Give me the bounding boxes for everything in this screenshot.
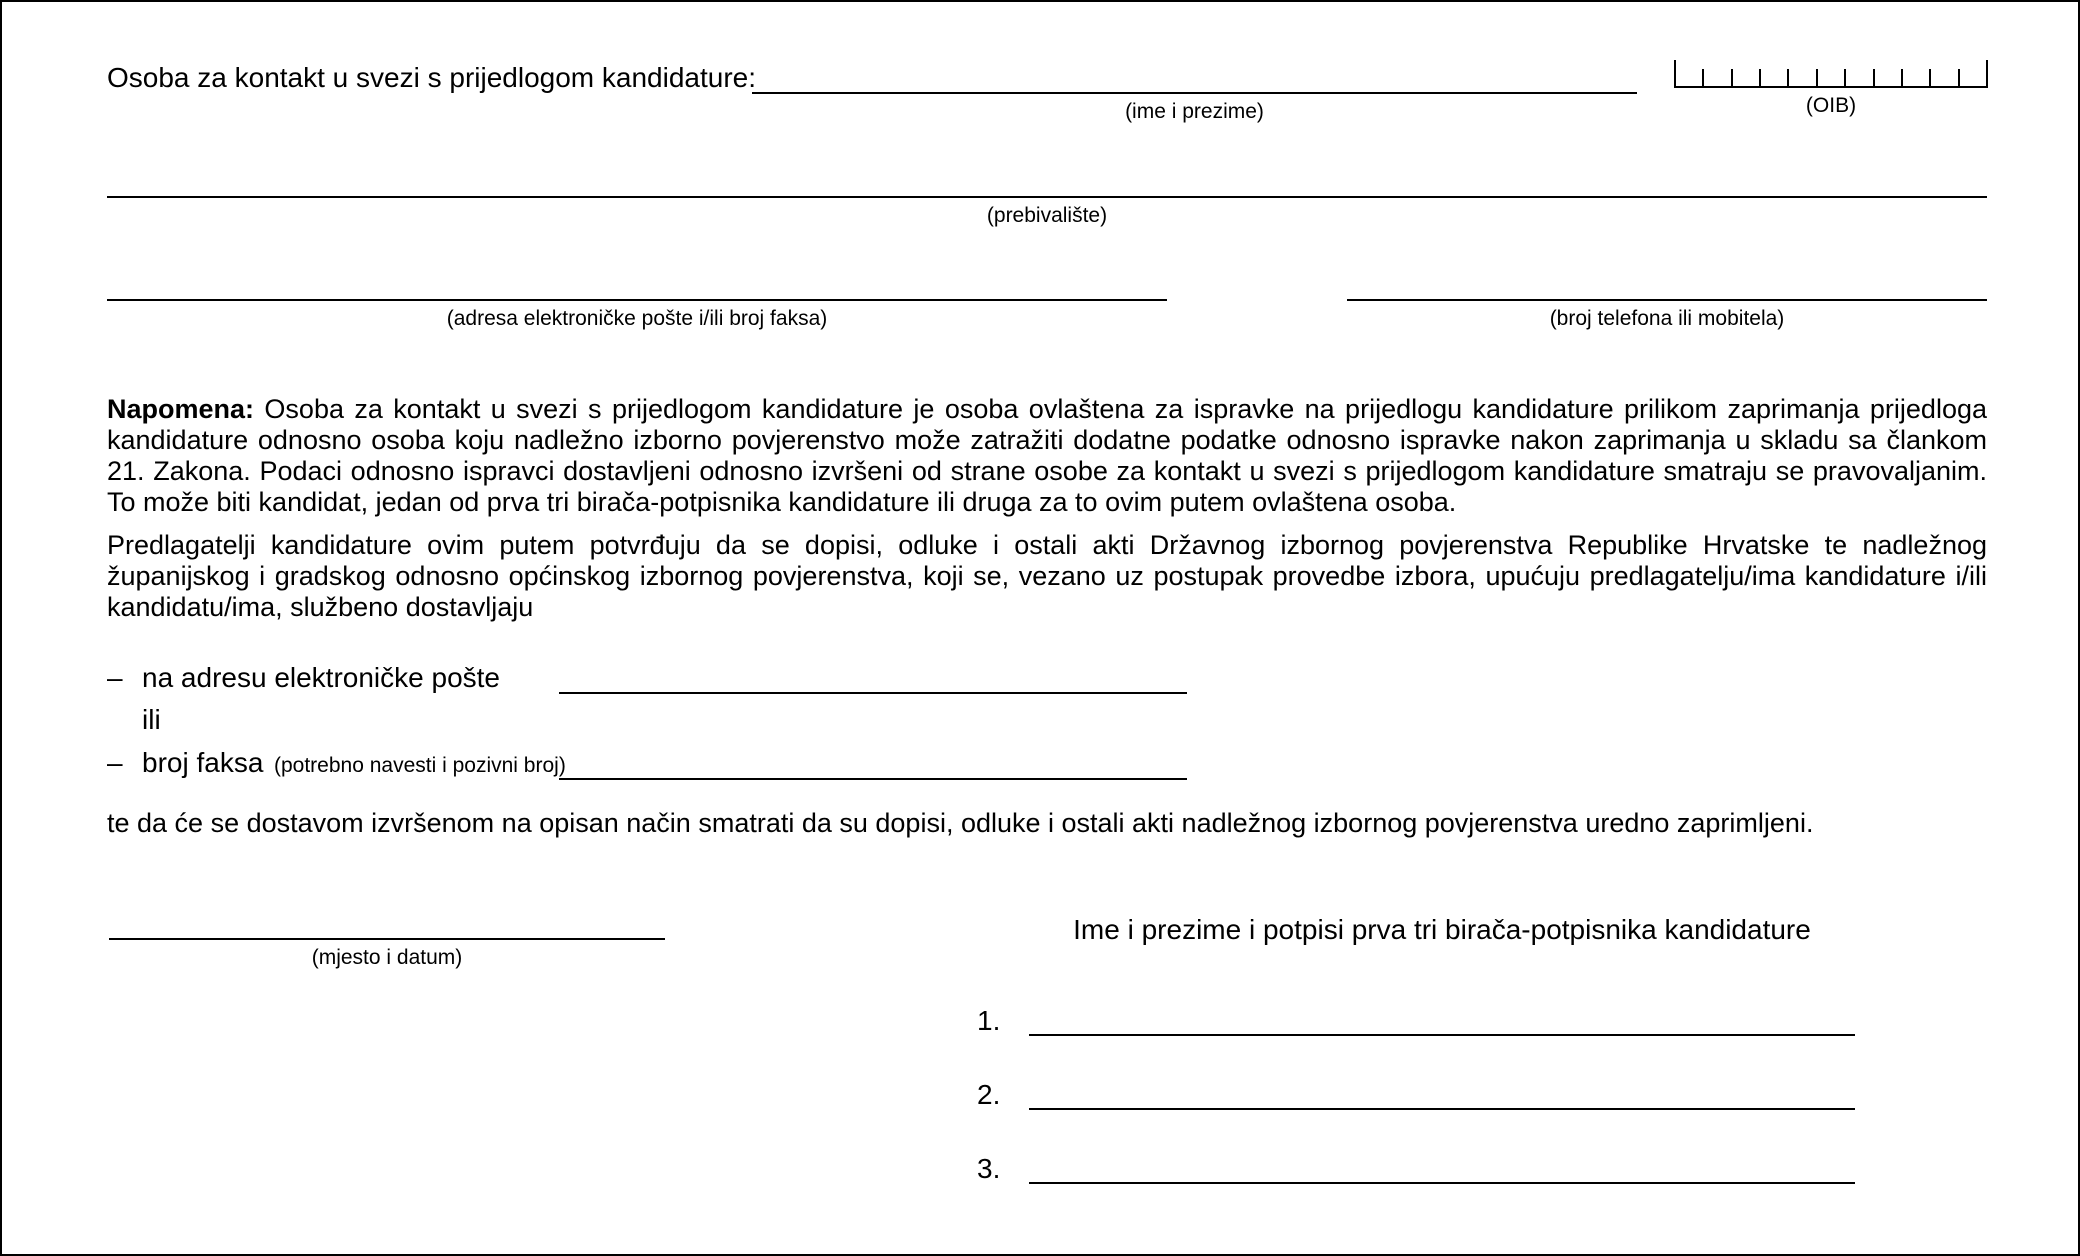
confirmation-paragraph: Predlagatelji kandidature ovim putem potvrđuju da se dopisi, odluke i ostali akti Državnog izbornog povjerenstva Republike Hrvatske te nadležnog županijskog i gradskog odnosno općinskog izbornog povjerenstva, koji se, vezano uz postupak provedbe izbora, upućuju predlagatelju/ima kandidature i/ili kandidatu/ima, službeno dostavljaju (107, 530, 1987, 622)
place-date-field[interactable] (109, 906, 665, 940)
signature-line-1[interactable] (1029, 998, 1855, 1036)
signature-row (977, 1146, 1855, 1184)
signature-number: 1. (977, 1005, 1001, 1036)
residence-caption: (prebivalište) (986, 204, 1108, 227)
oib-cell[interactable] (1875, 69, 1903, 86)
fax-dash-bullet: – (107, 747, 123, 778)
oib-cell[interactable] (1733, 69, 1761, 86)
oib-cell[interactable] (1704, 69, 1732, 86)
note-label: Napomena: (107, 394, 255, 424)
signature-row (977, 1072, 1855, 1110)
note-text: Osoba za kontakt u svezi s prijedlogom kandidature je osoba ovlaštena za ispravke na prijedlogu kandidature prilikom zaprimanja prijedloga kandidature odnosno osoba koju nadležno izborno povjerenstvo može zatražiti dodatne podatke odnosno ispravke nakon zaprimanja u skladu sa člankom 21. Zakona. Podaci odnosno ispravci dostavljeni odnosno izvršeni od strane osobe za kontakt u svezi s prijedlogom kandidature smatraju se pravovaljanim. To može biti kandidat, jedan od prva tri birača-potpisnika kandidature ili druga za to ovim putem ovlaštena osoba. (107, 394, 1987, 517)
signature-line-2[interactable] (1029, 1072, 1855, 1110)
signature-line-3[interactable] (1029, 1146, 1855, 1184)
oib-cell[interactable] (1960, 69, 1986, 86)
phone-field[interactable] (1347, 267, 1987, 301)
fax-option-note: (potrebno navesti i pozivni broj) (274, 754, 566, 777)
email-fax-caption: (adresa elektroničke pošte i/ili broj faksa) (446, 307, 828, 330)
oib-cell[interactable] (1789, 69, 1817, 86)
fax-option-label: broj faksa (142, 747, 264, 778)
oib-cell[interactable] (1846, 69, 1874, 86)
contact-label: Osoba za kontakt u svezi s prijedlogom kandidature: (107, 62, 757, 93)
or-label: ili (142, 704, 161, 735)
phone-caption: (broj telefona ili mobitela) (1549, 307, 1785, 330)
signatures-heading: Ime i prezime i potpisi prva tri birača-potpisnika kandidature (1073, 914, 1811, 945)
note-paragraph (107, 394, 1987, 518)
oib-cell[interactable] (1931, 69, 1959, 86)
fax-number-field[interactable] (559, 746, 1187, 780)
signature-number: 3. (977, 1153, 1001, 1184)
closing-paragraph: te da će se dostavom izvršenom na opisan način smatrati da su dopisi, odluke i ostali akti nadležnog izbornog povjerenstva uredno zaprimljeni. (107, 808, 1814, 838)
oib-cell[interactable] (1903, 69, 1931, 86)
place-date-caption: (mjesto i datum) (311, 946, 463, 969)
oib-cell[interactable] (1676, 69, 1704, 86)
oib-caption: (OIB) (1805, 94, 1857, 117)
contact-name-caption: (ime i prezime) (1125, 100, 1264, 123)
email-option-label: na adresu elektroničke pošte (142, 662, 500, 693)
signature-number: 2. (977, 1079, 1001, 1110)
oib-box[interactable] (1674, 60, 1988, 88)
email-fax-field[interactable] (107, 267, 1167, 301)
oib-cell[interactable] (1761, 69, 1789, 86)
signature-row (977, 998, 1855, 1036)
email-dash-bullet: – (107, 662, 123, 693)
email-address-field[interactable] (559, 660, 1187, 694)
residence-field[interactable] (107, 164, 1987, 198)
contact-name-field[interactable] (752, 60, 1637, 94)
oib-cell[interactable] (1818, 69, 1846, 86)
